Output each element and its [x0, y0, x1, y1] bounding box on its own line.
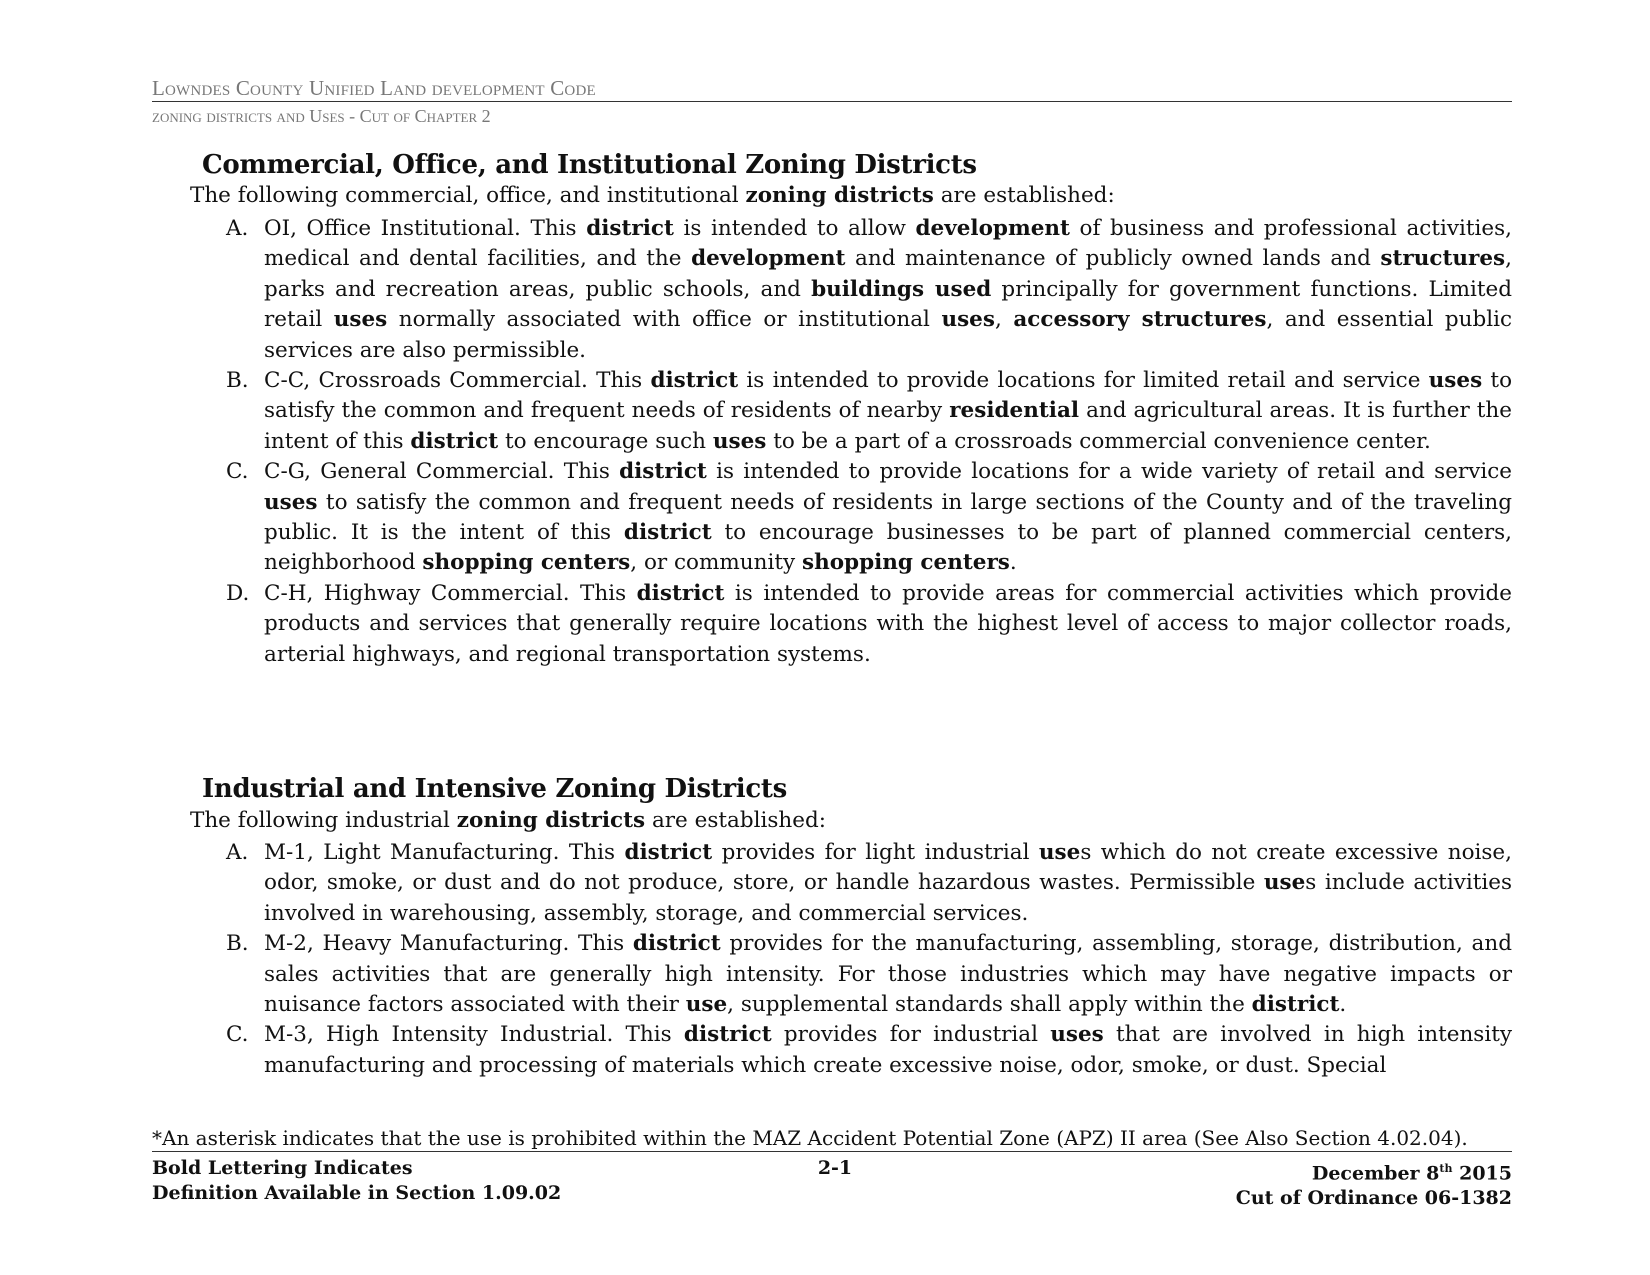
industrial-district-list — [226, 838, 1512, 1081]
list-item — [226, 929, 1512, 1020]
defined-term: development — [691, 246, 846, 272]
body-text: C-H, Highway Commercial. This — [264, 580, 637, 606]
footer-left-line2: Definition Available in Section 1.09.02 — [152, 1182, 562, 1204]
list-letter: B. — [226, 368, 249, 394]
body-text: , or community — [630, 550, 802, 576]
body-text: is intended to provide areas for commercial activities which provide products and services that generally require locations with the highest level of access to major collector roads, arterial highways, and regional transportation systems. — [264, 580, 1513, 667]
list-letter: A. — [226, 840, 249, 865]
list-letter: C. — [226, 459, 249, 485]
body-text: , supplemental standards shall apply within the — [727, 992, 1252, 1018]
body-text: M-2, Heavy Manufacturing. This — [264, 931, 633, 957]
date-suffix: th — [1439, 1162, 1453, 1175]
list-item-text — [264, 214, 1512, 366]
defined-term: district — [586, 216, 674, 241]
body-text: provides for light industrial — [712, 840, 1039, 865]
section-title-industrial: Industrial and Intensive Zoning Districts — [202, 774, 787, 804]
defined-term: district — [624, 840, 713, 865]
page-number: 2-1 — [817, 1157, 853, 1179]
list-letter: B. — [226, 931, 249, 957]
defined-term: uses — [941, 307, 995, 333]
list-letter: D. — [226, 580, 250, 606]
defined-term: use — [685, 992, 728, 1018]
defined-term: use — [1263, 870, 1306, 896]
body-text: OI, Office Institutional. This — [264, 216, 587, 241]
defined-term: buildings used — [811, 276, 992, 302]
body-text: is intended to allow — [673, 216, 916, 241]
defined-term: district — [619, 459, 707, 485]
list-item — [226, 366, 1512, 457]
header-subtitle: zoning districts and Uses - Cut of Chapter 2 — [152, 106, 491, 126]
date-year: 2015 — [1452, 1162, 1512, 1185]
body-text: to encourage businesses to be part of planned commercial centers, neighborhood — [264, 520, 1512, 576]
list-item — [226, 457, 1512, 579]
body-text: , — [994, 307, 1014, 333]
list-item-text — [264, 579, 1512, 670]
footer-ordinance-info — [1236, 1156, 1512, 1211]
section-intro-commercial — [190, 181, 1115, 211]
defined-term: shopping centers — [801, 550, 1010, 576]
body-text: C-C, Crossroads Commercial. This — [264, 368, 651, 394]
section-intro-industrial — [190, 806, 826, 836]
body-text: M-1, Light Manufacturing. This — [264, 840, 625, 865]
header-title: Lowndes County Unified Land development Code — [152, 76, 596, 100]
body-text: . — [1009, 550, 1017, 576]
defined-term: accessory structures — [1013, 307, 1267, 333]
list-item — [226, 838, 1512, 929]
list-letter: A. — [226, 216, 249, 241]
defined-term: district — [410, 428, 499, 454]
list-item — [226, 1020, 1512, 1081]
body-text: to be a part of a crossroads commercial convenience center. — [766, 428, 1431, 454]
defined-term: shopping centers — [422, 550, 631, 576]
defined-term: district — [650, 368, 739, 394]
commercial-district-list — [226, 214, 1512, 670]
body-text: and agricultural areas. It is further the intent of this — [264, 398, 1513, 454]
defined-term: district — [623, 520, 712, 546]
defined-term: uses — [264, 489, 318, 515]
footer-rule — [152, 1151, 1512, 1152]
body-text: to satisfy the common and frequent needs of residents in large sections of the County and of the traveling public. It is the intent of this — [264, 489, 1512, 546]
intro-text: The following commercial, office, and institutional — [190, 183, 746, 208]
body-text: provides for the manufacturing, assembling, storage, distribution, and sales activities that are generally high intensity. For those industries which may have negative impacts or nuisance factors associated with their — [264, 931, 1512, 1018]
body-text: to encourage such — [498, 428, 713, 454]
list-letter: C. — [226, 1022, 249, 1048]
intro-text: are established: — [933, 183, 1115, 208]
body-text: that are involved in high intensity manufacturing and processing of materials which create excessive noise, odor, smoke, or dust. Special — [264, 1022, 1512, 1078]
intro-bold-term: zoning districts — [456, 808, 646, 833]
asterisk-footnote: *An asterisk indicates that the use is prohibited within the MAZ Accident Potential Zone (APZ) II area (See Also Section 4.02.04). — [152, 1126, 1468, 1150]
date-text: December 8 — [1311, 1162, 1440, 1185]
header-rule — [152, 101, 1512, 102]
body-text: M-3, High Intensity Industrial. This — [264, 1022, 684, 1048]
body-text: s include activities involved in warehousing, assembly, storage, and commercial services. — [264, 870, 1512, 926]
defined-term: uses — [712, 428, 767, 454]
body-text: . — [1339, 992, 1347, 1018]
footer-ordinance: Cut of Ordinance 06-1382 — [1235, 1187, 1512, 1210]
footer-date — [1236, 1156, 1512, 1186]
footer-left-line1: Bold Lettering Indicates — [152, 1157, 413, 1179]
body-text: normally associated with office or institutional — [387, 307, 942, 333]
defined-term: district — [1251, 992, 1340, 1018]
intro-text: are established: — [645, 808, 826, 833]
defined-term: uses — [1050, 1022, 1104, 1048]
intro-bold-term: zoning districts — [745, 183, 934, 208]
body-text: provides for industrial — [771, 1022, 1051, 1048]
defined-term: use — [1038, 840, 1081, 865]
defined-term: district — [683, 1022, 772, 1048]
intro-text: The following industrial — [190, 808, 457, 833]
list-item — [226, 579, 1512, 670]
body-text: C-G, General Commercial. This — [264, 459, 620, 485]
body-text: and maintenance of publicly owned lands and — [845, 246, 1381, 272]
defined-term: development — [915, 216, 1070, 241]
section-title-commercial: Commercial, Office, and Institutional Zoning Districts — [202, 150, 977, 180]
footer-definition-note — [152, 1156, 561, 1206]
list-item-text — [264, 838, 1512, 929]
body-text: principally for government functions. Limited retail — [264, 276, 1512, 333]
body-text: is intended to provide locations for a wide variety of retail and service — [706, 459, 1512, 485]
list-item-text — [264, 457, 1512, 579]
defined-term: uses — [333, 307, 388, 333]
defined-term: district — [636, 580, 725, 606]
body-text: , and essential public services are also permissible. — [264, 307, 1513, 363]
defined-term: residential — [949, 398, 1080, 424]
defined-term: structures — [1380, 246, 1506, 272]
defined-term: district — [632, 931, 721, 957]
body-text: , parks and recreation areas, public schools, and — [264, 246, 1512, 302]
defined-term: uses — [1428, 368, 1483, 394]
body-text: of business and professional activities, medical and dental facilities, and the — [264, 216, 1512, 272]
list-item-text — [264, 1020, 1512, 1081]
body-text: s which do not create excessive noise, odor, smoke, or dust and do not produce, store, or handle hazardous wastes. Permissible — [264, 840, 1512, 896]
list-item-text — [264, 929, 1512, 1020]
list-item — [226, 214, 1512, 366]
body-text: is intended to provide locations for limited retail and service — [738, 368, 1429, 394]
list-item-text — [264, 366, 1512, 457]
body-text: to satisfy the common and frequent needs of residents of nearby — [264, 368, 1513, 424]
